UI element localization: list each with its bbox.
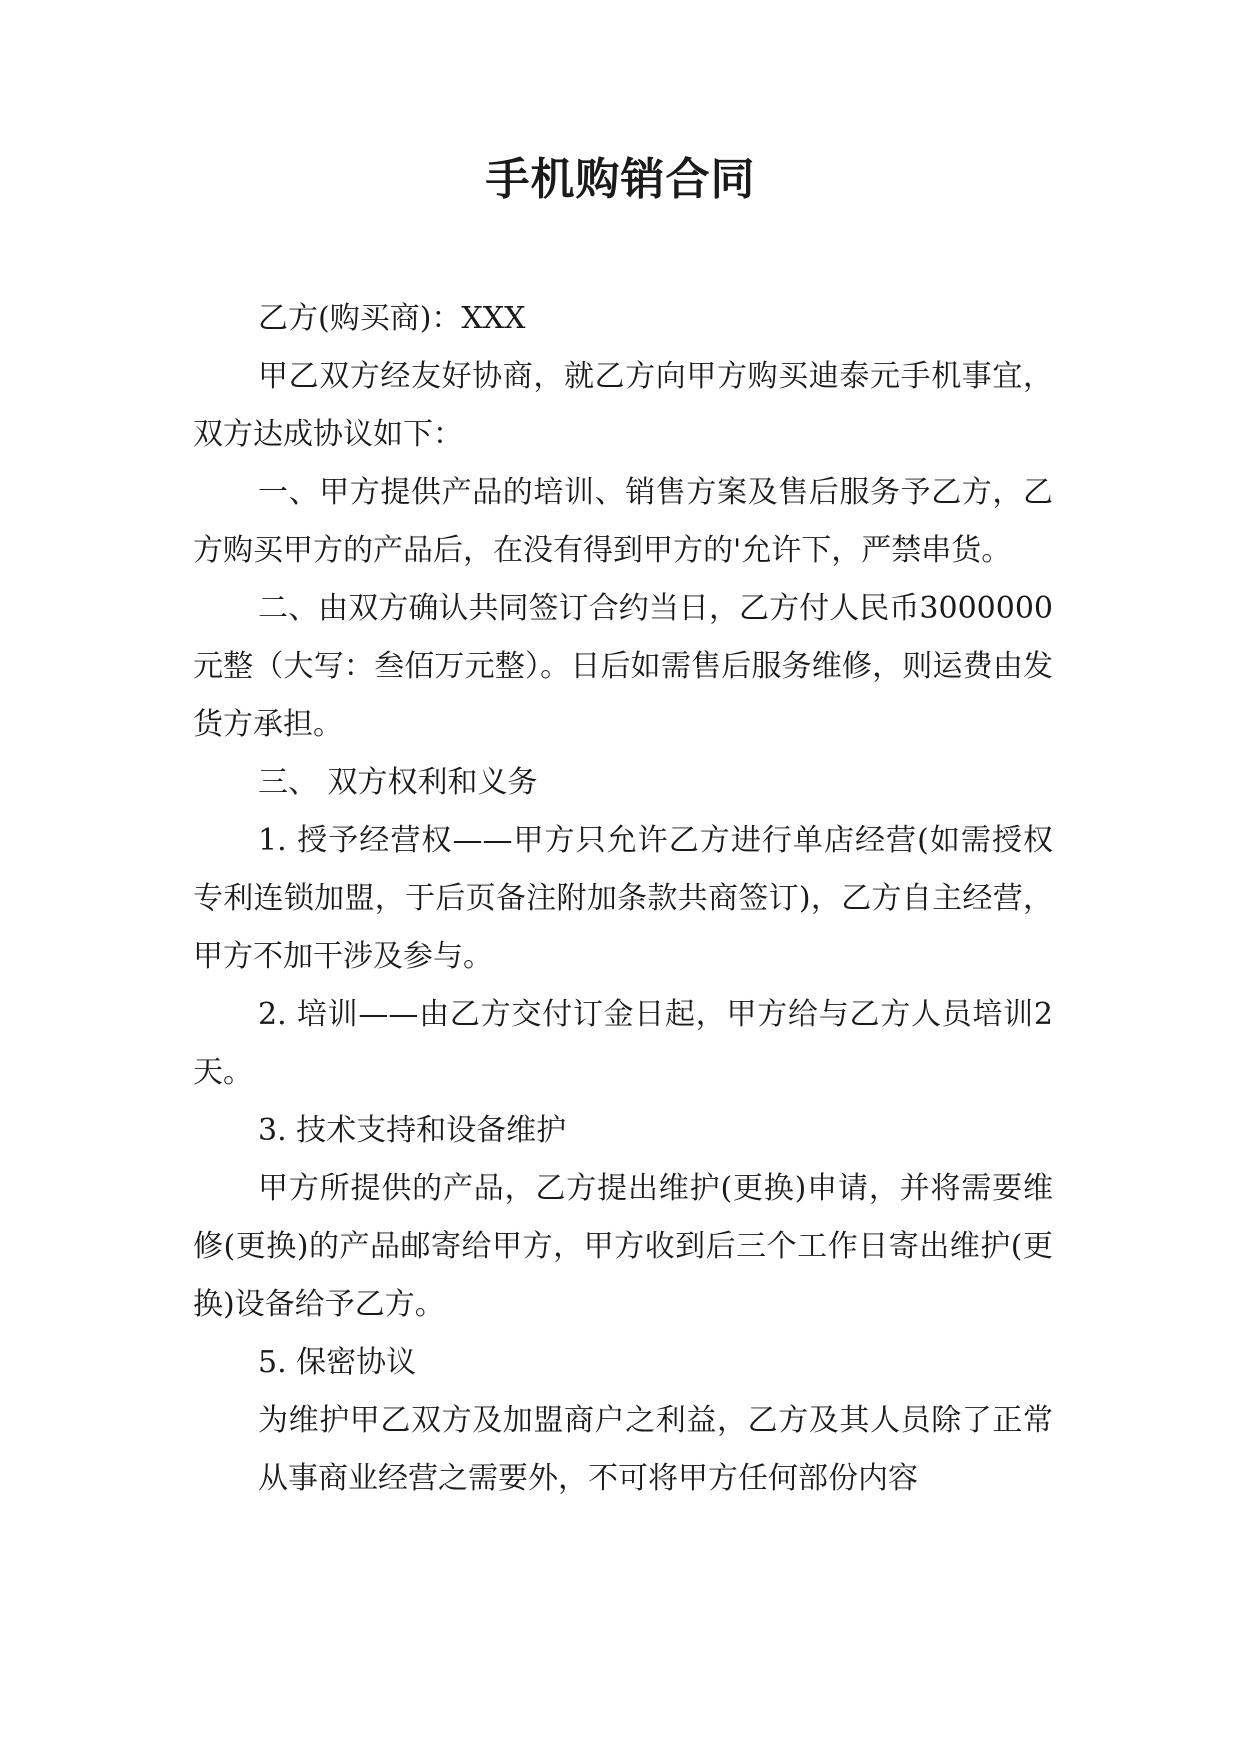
document-body [193, 290, 1053, 1508]
clause-3-heading: 三、 双方权利和义务 [258, 765, 538, 800]
clause-2-paragraph: 二、由双方确认共同签订合约当日，乙方付人民币3000000元整（大写：叁佰万元整）。日后如需售后服务维修，则运费由发货方承担。 [193, 591, 1053, 742]
clause-3-item-3-paragraph: 甲方所提供的产品，乙方提出维护(更换)申请，并将需要维修(更换)的产品邮寄给甲方，甲方收到后三个工作日寄出维护(更换)设备给予乙方。 [193, 1171, 1053, 1322]
clause-3-item-2: 2. 培训——由乙方交付订金日起，甲方给与乙方人员培训2天。 [193, 997, 1053, 1090]
clause-3-item-3-heading: 3. 技术支持和设备维护 [258, 1113, 567, 1148]
preamble-paragraph: 甲乙双方经友好协商，就乙方向甲方购买迪泰元手机事宜，双方达成协议如下： [193, 359, 1053, 452]
confidentiality-paragraph: 为维护甲乙双方及加盟商户之利益，乙方及其人员除了正常从事商业经营之需要外，不可将甲方任何部份内容 [258, 1403, 1053, 1496]
party-b-line: 乙方(购买商)：XXX [258, 301, 526, 336]
clause-3-item-1: 1. 授予经营权——甲方只允许乙方进行单店经营(如需授权专利连锁加盟，于后页备注附加条款共商签订)，乙方自主经营，甲方不加干涉及参与。 [193, 823, 1053, 974]
clause-1-paragraph: 一、甲方提供产品的培训、销售方案及售后服务予乙方，乙方购买甲方的产品后，在没有得到甲方的'允许下，严禁串货。 [193, 475, 1053, 568]
clause-3-item-5-heading: 5. 保密协议 [258, 1345, 417, 1380]
document-title: 手机购销合同 [485, 154, 756, 205]
